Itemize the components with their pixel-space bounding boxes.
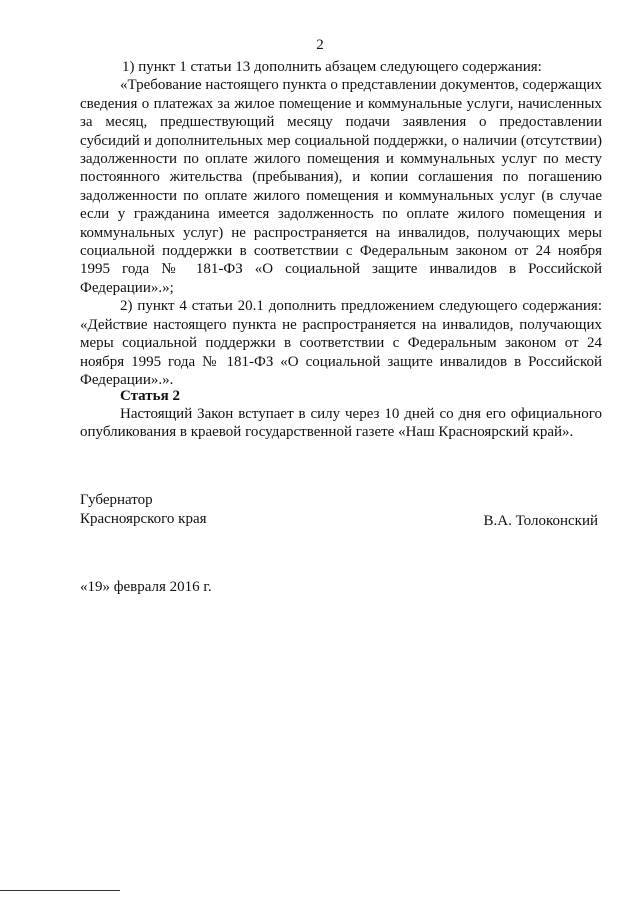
amendments-section [80, 58, 602, 389]
signatory-title-line-1: Губернатор [80, 492, 153, 508]
signatory-title-line-2: Красноярского края [80, 511, 207, 527]
amendment-item-2: 2) пункт 4 статьи 20.1 дополнить предложением следующего содержания: «Действие настоящего пункта не распространяется на инвалидов, получающих меры социальной поддержки в соответствии с Федеральным законом от 24 ноября 1995 года № 181-ФЗ «О социальной защите инвалидов в Российской Федерации».». [80, 298, 602, 388]
signatory-name: В.А. Толоконский [483, 513, 598, 529]
footer-divider [0, 890, 120, 891]
article-2-heading: Статья 2 [120, 388, 180, 404]
article-2-text: Настоящий Закон вступает в силу через 10 дней со дня его официального опубликования в краевой государственной газете «Наш Красноярский край». [80, 406, 602, 441]
amendment-item-1: 1) пункт 1 статьи 13 дополнить абзацем следующего содержания: [122, 59, 542, 75]
signing-date: «19» февраля 2016 г. [80, 579, 212, 595]
amendment-item-1-quote: «Требование настоящего пункта о представлении документов, содержащих сведения о платежах за жилое помещение и коммунальные услуги, начисленных за месяц, предшествующий месяцу подачи заявления о предоставлении субсидий и дополнительных мер социальной поддержки, о наличии (отсутствии) задолженности по оплате жилого помещения и коммунальных услуг по месту постоянного жительства (пребывания), и копии соглашения по погашению задолженности по оплате жилого помещения и коммунальных услуг (в случае если у гражданина имеется задолженность по оплате жилого помещения и коммунальных услуг) не распространяется на инвалидов, получающих меры социальной поддержки в соответствии с Федеральным законом от 24 ноября 1995 года № 181-ФЗ «О социальной защите инвалидов в Российской Федерации».»; [80, 77, 602, 296]
page-number: 2 [316, 37, 324, 53]
signatory-title [80, 491, 207, 529]
